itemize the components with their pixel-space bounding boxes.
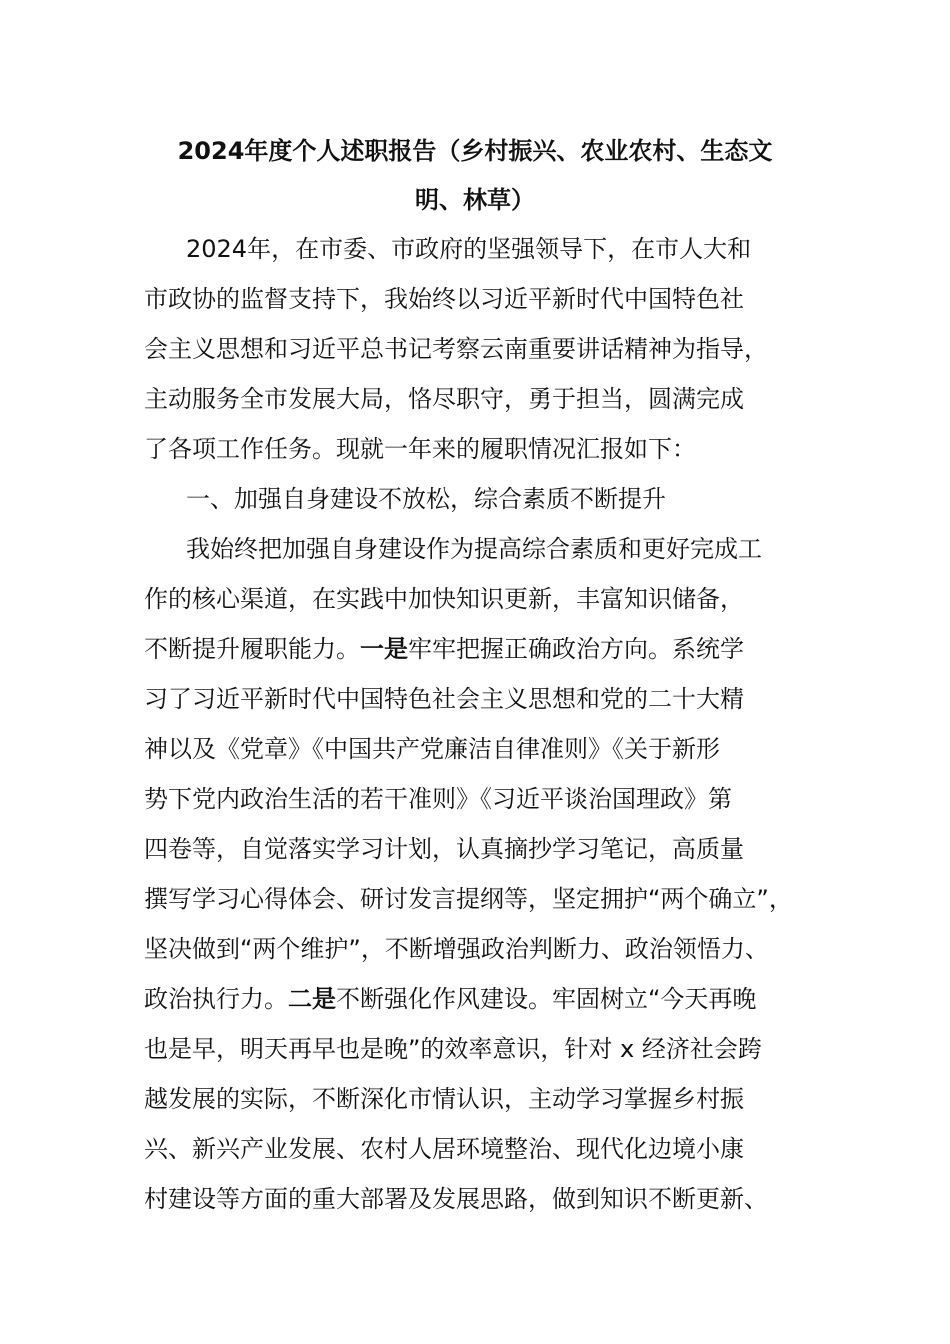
body-line-18: 越发展的实际，不断深化市情认识，主动学习掌握乡村振: [144, 1085, 744, 1113]
body-line-16: [144, 983, 756, 1015]
section-heading-1: 一、加强自身建设不放松，综合素质不断提升: [186, 485, 666, 513]
body-line-17: 也是早，明天再早也是晚”的效率意识，针对 x 经济社会跨: [144, 1035, 762, 1063]
document-title-line-1: 2024年度个人述职报告（乡村振兴、农业农村、生态文: [177, 137, 773, 165]
body-line-7: 我始终把加强自身建设作为提高综合素质和更好完成工: [186, 535, 762, 563]
body-line-1: 2024年，在市委、市政府的坚强领导下，在市人大和: [186, 235, 752, 263]
point-one-label: 一是: [360, 635, 408, 663]
body-line-9: [144, 633, 744, 665]
body-line-11: 神以及《党章》《中国共产党廉洁自律准则》《关于新形: [144, 735, 720, 763]
document-title-line-2: 明、林草）: [415, 186, 535, 214]
body-line-2: 市政协的监督支持下，我始终以习近平新时代中国特色社: [144, 285, 744, 313]
body-line-4: 主动服务全市发展大局，恪尽职守，勇于担当，圆满完成: [144, 385, 744, 413]
body-line-9-start: 不断提升履职能力。: [144, 635, 360, 663]
body-line-20: 村建设等方面的重大部署及发展思路，做到知识不断更新、: [144, 1185, 768, 1213]
body-line-16-end: 不断强化作风建设。牢固树立“今天再晚: [336, 985, 757, 1013]
body-line-5: 了各项工作任务。现就一年来的履职情况汇报如下：: [144, 435, 696, 463]
body-line-3: 会主义思想和习近平总书记考察云南重要讲话精神为指导，: [144, 335, 768, 363]
body-line-13: 四卷等，自觉落实学习计划，认真摘抄学习笔记，高质量: [144, 835, 744, 863]
point-two-label: 二是: [288, 985, 336, 1013]
body-line-15: 坚决做到“两个维护”，不断增强政治判断力、政治领悟力、: [144, 935, 769, 963]
body-line-10: 习了习近平新时代中国特色社会主义思想和党的二十大精: [144, 685, 744, 713]
body-line-9-end: 牢牢把握正确政治方向。系统学: [408, 635, 744, 663]
body-line-12: 势下党内政治生活的若干准则》《习近平谈治国理政》第: [144, 785, 732, 813]
body-line-16-start: 政治执行力。: [144, 985, 288, 1013]
body-line-8: 作的核心渠道，在实践中加快知识更新，丰富知识储备，: [144, 585, 744, 613]
body-line-19: 兴、新兴产业发展、农村人居环境整治、现代化边境小康: [144, 1135, 744, 1163]
body-line-14: 撰写学习心得体会、研讨发言提纲等，坚定拥护“两个确立”，: [144, 885, 793, 913]
